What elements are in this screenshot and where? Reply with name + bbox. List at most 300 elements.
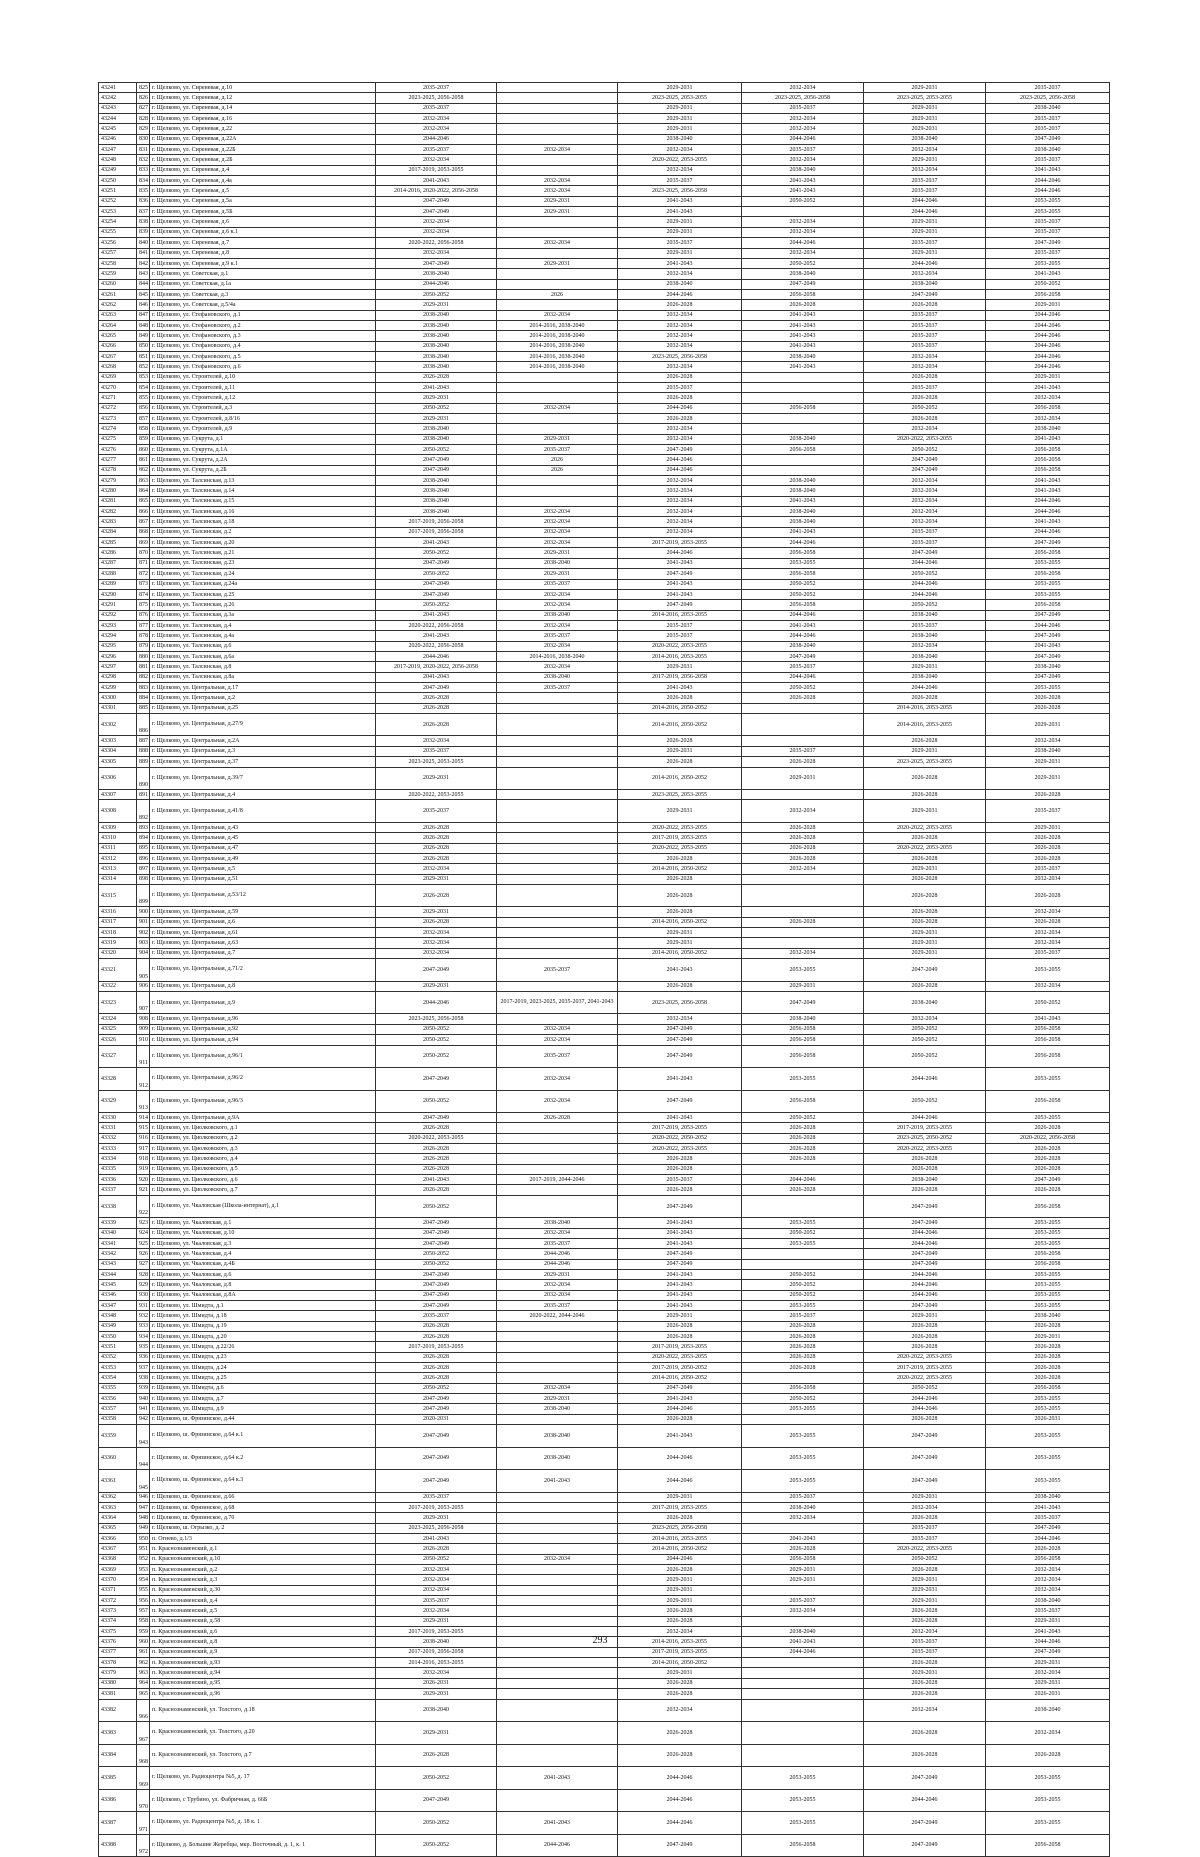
address-cell: г. Щелково, д. Большие Жеребцы, мкр. Восточный, д. 1, к. 1 [150,1834,376,1857]
address-cell: г. Щелково, ул. Центральная, д.5 [150,864,376,874]
table-row [99,703,1110,713]
period-col-2-cell: 2014-2016, 2038-2040 [497,341,618,351]
period-col-4-cell: 2026-2028 [742,1352,864,1362]
period-col-5-cell: 2050-2052 [864,1554,986,1564]
period-col-3-cell: 2014-2016, 2050-2052 [618,703,742,713]
address-cell: п. Краснознаменский, ул. Толстого, д.20 [150,1722,376,1745]
row-number-cell: 872 [137,569,150,579]
period-col-3-cell: 2017-2019, 2053-2055 [618,1123,742,1133]
address-cell: г. Щелково, ш. Фрязинское, д.66 [150,1492,376,1502]
table-row [99,258,1110,268]
period-col-6-cell: 2056-2058 [986,1383,1110,1393]
period-col-3-cell: 2041-2043 [618,682,742,692]
registry-number-cell: 43312 [99,853,137,863]
registry-number-cell: 43386 [99,1789,137,1812]
period-col-5-cell: 2029-2031 [864,928,986,938]
table-row [99,1024,1110,1034]
period-col-3-cell: 2017-2019, 2053-2055 [618,1502,742,1512]
address-cell: п. Краснознаменский, д.10 [150,1554,376,1564]
period-col-1-cell: 2050-2052 [376,1195,497,1218]
period-col-4-cell: 2029-2031 [742,1565,864,1575]
table-row [99,1045,1110,1068]
registry-number-cell: 43328 [99,1068,137,1091]
period-col-6-cell: 2029-2031 [986,1616,1110,1626]
period-col-3-cell: 2026-2028 [618,1164,742,1174]
period-col-5-cell: 2035-2037 [864,341,986,351]
row-number-cell: 950 [137,1534,150,1544]
period-col-6-cell: 2038-2040 [986,1596,1110,1606]
registry-number-cell: 43309 [99,822,137,832]
row-number-cell: 851 [137,351,150,361]
period-col-5-cell: 2035-2037 [864,1523,986,1533]
table-row [99,1373,1110,1383]
period-col-1-cell: 2035-2037 [376,1492,497,1502]
period-col-5-cell: 2026-2028 [864,693,986,703]
period-col-3-cell: 2035-2037 [618,238,742,248]
period-col-1-cell: 2038-2040 [376,434,497,444]
row-number-cell: 937 [137,1363,150,1373]
period-col-2-cell [497,693,618,703]
registry-number-cell: 43275 [99,434,137,444]
period-col-2-cell: 2032-2034 [497,176,618,186]
row-number-cell: 849 [137,331,150,341]
period-col-2-cell [497,703,618,713]
period-col-4-cell: 2035-2037 [742,1596,864,1606]
period-col-6-cell: 2044-2046 [986,507,1110,517]
period-col-6-cell: 2041-2043 [986,517,1110,527]
registry-number-cell: 43321 [99,959,137,982]
period-col-5-cell: 2029-2031 [864,662,986,672]
table-row [99,1269,1110,1279]
registry-number-cell: 43295 [99,641,137,651]
table-row [99,938,1110,948]
period-col-3-cell: 2023-2025, 2056-2058 [618,351,742,361]
table-row [99,1789,1110,1812]
address-cell: г. Щелково, ул. Советская, д.5/4а [150,300,376,310]
period-col-3-cell: 2017-2019, 2053-2055 [618,1647,742,1657]
table-row [99,948,1110,958]
period-col-6-cell: 2044-2046 [986,320,1110,330]
registry-number-cell: 43336 [99,1175,137,1185]
period-col-6-cell: 2047-2049 [986,651,1110,661]
registry-number-cell: 43348 [99,1311,137,1321]
period-col-6-cell: 2029-2031 [986,757,1110,767]
period-col-3-cell: 2032-2034 [618,527,742,537]
registry-number-cell: 43384 [99,1744,137,1767]
period-col-1-cell: 2041-2043 [376,176,497,186]
address-cell: г. Щелково, ул. Центральная, д.8 [150,981,376,991]
address-cell: п. Краснознаменский, д.58 [150,1616,376,1626]
period-col-3-cell: 2032-2034 [618,486,742,496]
registry-number-cell: 43289 [99,579,137,589]
period-col-2-cell [497,884,618,907]
period-col-6-cell: 2041-2043 [986,641,1110,651]
address-cell: г. Щелково, ул. Центральная, д.9 [150,991,376,1014]
address-cell: г. Щелково, ул. Циолковского, д.4 [150,1154,376,1164]
address-cell: г. Щелково, ул. Шмидта, д.7 [150,1394,376,1404]
period-col-2-cell [497,165,618,175]
period-col-3-cell: 2035-2037 [618,176,742,186]
table-row [99,155,1110,165]
period-col-5-cell: 2017-2019, 2053-2055 [864,1363,986,1373]
period-col-2-cell: 2014-2016, 2038-2040 [497,331,618,341]
registry-number-cell: 43346 [99,1290,137,1300]
period-col-3-cell: 2029-2031 [618,103,742,113]
registry-number-cell: 43340 [99,1228,137,1238]
table-row [99,196,1110,206]
table-row [99,589,1110,599]
registry-number-cell: 43356 [99,1394,137,1404]
row-number-cell: 829 [137,124,150,134]
period-col-5-cell: 2026-2028 [864,1744,986,1767]
period-col-3-cell: 2041-2043 [618,1280,742,1290]
period-col-4-cell: 2035-2037 [742,1492,864,1502]
table-row [99,651,1110,661]
address-cell: г. Щелково, ул. Сиреневая, д.10 [150,83,376,93]
period-col-3-cell: 2041-2043 [618,959,742,982]
period-col-6-cell: 2032-2034 [986,938,1110,948]
registry-number-cell: 43269 [99,372,137,382]
period-col-1-cell: 2050-2052 [376,403,497,413]
row-number-cell: 914 [137,1113,150,1123]
period-col-3-cell: 2023-2025, 2056-2058 [618,186,742,196]
period-col-2-cell [497,1575,618,1585]
registry-number-cell: 43287 [99,558,137,568]
address-cell: г. Щелково, ул. Центральная, д.27/9 [150,713,376,736]
period-col-2-cell: 2032-2034 [497,403,618,413]
period-col-5-cell: 2047-2049 [864,1470,986,1493]
row-number-cell: 909 [137,1024,150,1034]
address-cell: г. Щелково, ул. Циолковского, д.2 [150,1133,376,1143]
period-col-3-cell: 2026-2028 [618,884,742,907]
period-col-6-cell: 2038-2040 [986,103,1110,113]
period-col-1-cell: 2038-2040 [376,341,497,351]
period-col-6-cell: 2056-2058 [986,289,1110,299]
row-number-cell: 907 [137,991,150,1014]
registry-number-cell: 43257 [99,248,137,258]
period-col-4-cell [742,1616,864,1626]
period-col-4-cell: 2050-2052 [742,1290,864,1300]
period-col-5-cell: 2044-2046 [864,1404,986,1414]
row-number-cell: 908 [137,1014,150,1024]
period-col-1-cell: 2050-2052 [376,1812,497,1835]
period-col-4-cell: 2044-2046 [742,538,864,548]
period-col-6-cell: 2056-2058 [986,1554,1110,1564]
period-col-3-cell: 2032-2034 [618,507,742,517]
period-col-3-cell: 2032-2034 [618,331,742,341]
period-col-4-cell: 2026-2028 [742,833,864,843]
period-col-1-cell: 2041-2043 [376,1175,497,1185]
registry-number-cell: 43301 [99,703,137,713]
period-col-1-cell: 2029-2031 [376,1689,497,1699]
registry-number-cell: 43368 [99,1554,137,1564]
period-col-4-cell: 2026-2028 [742,1342,864,1352]
registry-number-cell: 43253 [99,207,137,217]
period-col-4-cell [742,1523,864,1533]
period-col-2-cell [497,372,618,382]
address-cell: г. Щелково, ул. Строителей, д.9 [150,424,376,434]
period-col-6-cell: 2056-2058 [986,1249,1110,1259]
period-col-5-cell: 2029-2031 [864,1668,986,1678]
period-col-5-cell: 2020-2022, 2053-2055 [864,1373,986,1383]
row-number-cell: 899 [137,884,150,907]
period-col-4-cell: 2041-2043 [742,620,864,630]
period-col-4-cell [742,382,864,392]
period-col-2-cell: 2032-2034 [497,1290,618,1300]
row-number-cell: 946 [137,1492,150,1502]
period-col-1-cell: 2050-2052 [376,1045,497,1068]
period-col-2-cell [497,382,618,392]
address-cell: г. Щелково, ул. Чкаловская, д.10 [150,1228,376,1238]
period-col-2-cell [497,938,618,948]
period-col-5-cell: 2026-2028 [864,767,986,790]
period-col-6-cell: 2044-2046 [986,351,1110,361]
period-col-6-cell: 2053-2055 [986,558,1110,568]
period-col-2-cell [497,248,618,258]
registry-number-cell: 43274 [99,424,137,434]
registry-number-cell: 43256 [99,238,137,248]
row-number-cell: 853 [137,372,150,382]
table-row [99,548,1110,558]
period-col-4-cell [742,424,864,434]
row-number-cell: 953 [137,1565,150,1575]
address-cell: п. Краснознаменский, д.5 [150,1606,376,1616]
period-col-1-cell: 2047-2049 [376,1218,497,1228]
address-cell: г. Щелково, ш. Фрязинское, д.64 к.2 [150,1447,376,1470]
period-col-5-cell: 2026-2028 [864,736,986,746]
period-col-5-cell: 2050-2052 [864,403,986,413]
period-col-3-cell: 2032-2034 [618,269,742,279]
period-col-4-cell: 2053-2055 [742,1812,864,1835]
period-col-4-cell: 2032-2034 [742,1513,864,1523]
period-col-4-cell: 2032-2034 [742,155,864,165]
period-col-3-cell: 2029-2031 [618,1668,742,1678]
period-col-3-cell: 2041-2043 [618,1218,742,1228]
table-row [99,476,1110,486]
table-row [99,207,1110,217]
period-col-3-cell: 2035-2037 [618,1175,742,1185]
period-col-5-cell: 2026-2028 [864,1606,986,1616]
period-col-5-cell: 2029-2031 [864,938,986,948]
period-col-1-cell: 2050-2052 [376,548,497,558]
registry-number-cell: 43318 [99,928,137,938]
address-cell: г. Щелково, ул. Сиреневая, д.22Б [150,145,376,155]
period-col-3-cell: 2014-2016, 2053-2055 [618,1637,742,1647]
period-col-1-cell: 2026-2028 [376,713,497,736]
period-col-6-cell: 2029-2031 [986,1658,1110,1668]
registry-number-cell: 43285 [99,538,137,548]
address-cell: г. Щелково, ул. Стефановского, д.5 [150,351,376,361]
period-col-4-cell: 2038-2040 [742,517,864,527]
row-number-cell: 916 [137,1133,150,1143]
period-col-2-cell: 2038-2040 [497,1425,618,1448]
period-col-4-cell: 2026-2028 [742,853,864,863]
table-row [99,414,1110,424]
registry-number-cell: 43249 [99,165,137,175]
table-row [99,1238,1110,1248]
address-cell: г. Щелково, ул. Сиреневая, д.4 [150,165,376,175]
period-col-4-cell: 2044-2046 [742,1175,864,1185]
period-col-3-cell: 2026-2028 [618,1678,742,1688]
period-col-6-cell: 2035-2037 [986,1606,1110,1616]
period-col-3-cell: 2032-2034 [618,362,742,372]
period-col-3-cell: 2032-2034 [618,1699,742,1722]
table-row [99,1185,1110,1195]
table-row [99,1228,1110,1238]
period-col-4-cell: 2053-2055 [742,558,864,568]
period-col-5-cell: 2020-2022, 2053-2055 [864,1144,986,1154]
period-col-5-cell: 2044-2046 [864,682,986,692]
registry-number-cell: 43380 [99,1678,137,1688]
period-col-3-cell: 2017-2019, 2056-2058 [618,672,742,682]
period-col-1-cell: 2032-2034 [376,1565,497,1575]
address-cell: г. Щелково, ул. Талсинская, д.13 [150,476,376,486]
registry-number-cell: 43361 [99,1470,137,1493]
period-col-6-cell: 2032-2034 [986,1722,1110,1745]
period-col-5-cell: 2032-2034 [864,517,986,527]
period-col-5-cell: 2047-2049 [864,1259,986,1269]
registry-number-cell: 43376 [99,1637,137,1647]
registry-number-cell: 43313 [99,864,137,874]
period-col-6-cell: 2053-2055 [986,196,1110,206]
row-number-cell: 844 [137,279,150,289]
period-col-6-cell: 2053-2055 [986,1218,1110,1228]
period-col-3-cell: 2026-2028 [618,757,742,767]
address-cell: г. Щелково, ул. Шмидта, д.19 [150,1321,376,1331]
table-row [99,1647,1110,1657]
period-col-2-cell [497,928,618,938]
period-col-3-cell: 2026-2028 [618,1744,742,1767]
row-number-cell: 888 [137,746,150,756]
address-cell: г. Щелково, ул. Чкаловская (Школа-интернат), д.1 [150,1195,376,1218]
period-col-3-cell: 2020-2022, 2053-2055 [618,822,742,832]
address-cell: г. Щелково, ул. Циолковского, д.1 [150,1123,376,1133]
period-col-5-cell: 2026-2028 [864,1513,986,1523]
period-col-5-cell: 2044-2046 [864,1238,986,1248]
period-col-5-cell: 2026-2028 [864,917,986,927]
period-col-3-cell: 2023-2025, 2053-2055 [618,93,742,103]
period-col-3-cell: 2047-2049 [618,600,742,610]
period-col-3-cell: 2032-2034 [618,496,742,506]
table-row [99,928,1110,938]
table-row [99,853,1110,863]
row-number-cell: 870 [137,548,150,558]
row-number-cell: 941 [137,1404,150,1414]
address-cell: п. Краснознаменский, д.93 [150,1658,376,1668]
row-number-cell: 905 [137,959,150,982]
period-col-2-cell [497,1164,618,1174]
period-col-5-cell: 2044-2046 [864,1394,986,1404]
period-col-5-cell: 2029-2031 [864,248,986,258]
period-col-6-cell: 2026-2028 [986,1164,1110,1174]
period-col-5-cell: 2032-2034 [864,476,986,486]
period-col-1-cell: 2038-2040 [376,507,497,517]
address-cell: г. Щелково, ул. Центральная, д.9А [150,1113,376,1123]
row-number-cell: 919 [137,1164,150,1174]
period-col-3-cell: 2029-2031 [618,248,742,258]
period-col-1-cell: 2032-2034 [376,938,497,948]
period-col-1-cell: 2029-2031 [376,874,497,884]
row-number-cell: 893 [137,822,150,832]
period-col-1-cell: 2047-2049 [376,1269,497,1279]
period-col-2-cell: 2032-2034 [497,538,618,548]
row-number-cell: 902 [137,928,150,938]
registry-number-cell: 43261 [99,289,137,299]
address-cell: г. Щелково, ул. Стефановского, д.2 [150,320,376,330]
period-col-2-cell: 2014-2016, 2038-2040 [497,651,618,661]
row-number-cell: 847 [137,310,150,320]
period-col-5-cell: 2032-2034 [864,486,986,496]
registry-number-cell: 43255 [99,227,137,237]
period-col-6-cell: 2029-2031 [986,713,1110,736]
period-col-2-cell [497,1689,618,1699]
period-col-5-cell: 2023-2025, 2053-2055 [864,757,986,767]
period-col-6-cell: 2056-2058 [986,403,1110,413]
period-col-3-cell: 2026-2028 [618,393,742,403]
registry-number-cell: 43281 [99,496,137,506]
period-col-5-cell: 2029-2031 [864,227,986,237]
period-col-5-cell: 2038-2040 [864,279,986,289]
table-row [99,134,1110,144]
period-col-4-cell [742,414,864,424]
row-number-cell: 830 [137,134,150,144]
period-col-5-cell: 2035-2037 [864,331,986,341]
period-col-4-cell: 2041-2043 [742,320,864,330]
period-col-2-cell: 2044-2046 [497,1834,618,1857]
table-row [99,1259,1110,1269]
row-number-cell: 970 [137,1789,150,1812]
table-row [99,558,1110,568]
period-col-2-cell [497,1352,618,1362]
period-col-4-cell [742,907,864,917]
period-col-3-cell: 2041-2043 [618,1238,742,1248]
period-col-1-cell: 2044-2046 [376,134,497,144]
period-col-6-cell: 2035-2037 [986,155,1110,165]
period-col-1-cell: 2047-2049 [376,196,497,206]
period-col-6-cell: 2026-2028 [986,1352,1110,1362]
period-col-6-cell: 2053-2055 [986,1447,1110,1470]
period-col-2-cell [497,486,618,496]
period-col-6-cell: 2026-2028 [986,1154,1110,1164]
row-number-cell: 865 [137,496,150,506]
registry-number-cell: 43296 [99,651,137,661]
address-cell: г. Щелково, ул. Талсинская, д.25 [150,589,376,599]
period-col-3-cell: 2032-2034 [618,310,742,320]
period-col-6-cell: 2035-2037 [986,124,1110,134]
period-col-4-cell: 2041-2043 [742,527,864,537]
period-col-5-cell: 2044-2046 [864,558,986,568]
period-col-5-cell: 2029-2031 [864,217,986,227]
period-col-4-cell: 2044-2046 [742,134,864,144]
period-col-4-cell: 2035-2037 [742,103,864,113]
period-col-4-cell: 2056-2058 [742,600,864,610]
address-cell: г. Щелково, ул. Центральная, д.71/2 [150,959,376,982]
period-col-6-cell: 2047-2049 [986,1175,1110,1185]
period-col-3-cell: 2035-2037 [618,631,742,641]
period-col-2-cell [497,1363,618,1373]
period-col-6-cell: 2035-2037 [986,227,1110,237]
period-col-5-cell: 2032-2034 [864,1627,986,1637]
row-number-cell: 971 [137,1812,150,1835]
registry-number-cell: 43373 [99,1606,137,1616]
row-number-cell: 842 [137,258,150,268]
period-col-2-cell: 2032-2034 [497,589,618,599]
table-row [99,1678,1110,1688]
period-col-1-cell: 2050-2052 [376,600,497,610]
registry-number-cell: 43241 [99,83,137,93]
period-col-2-cell: 2026-2028 [497,1113,618,1123]
period-col-4-cell: 2050-2052 [742,589,864,599]
